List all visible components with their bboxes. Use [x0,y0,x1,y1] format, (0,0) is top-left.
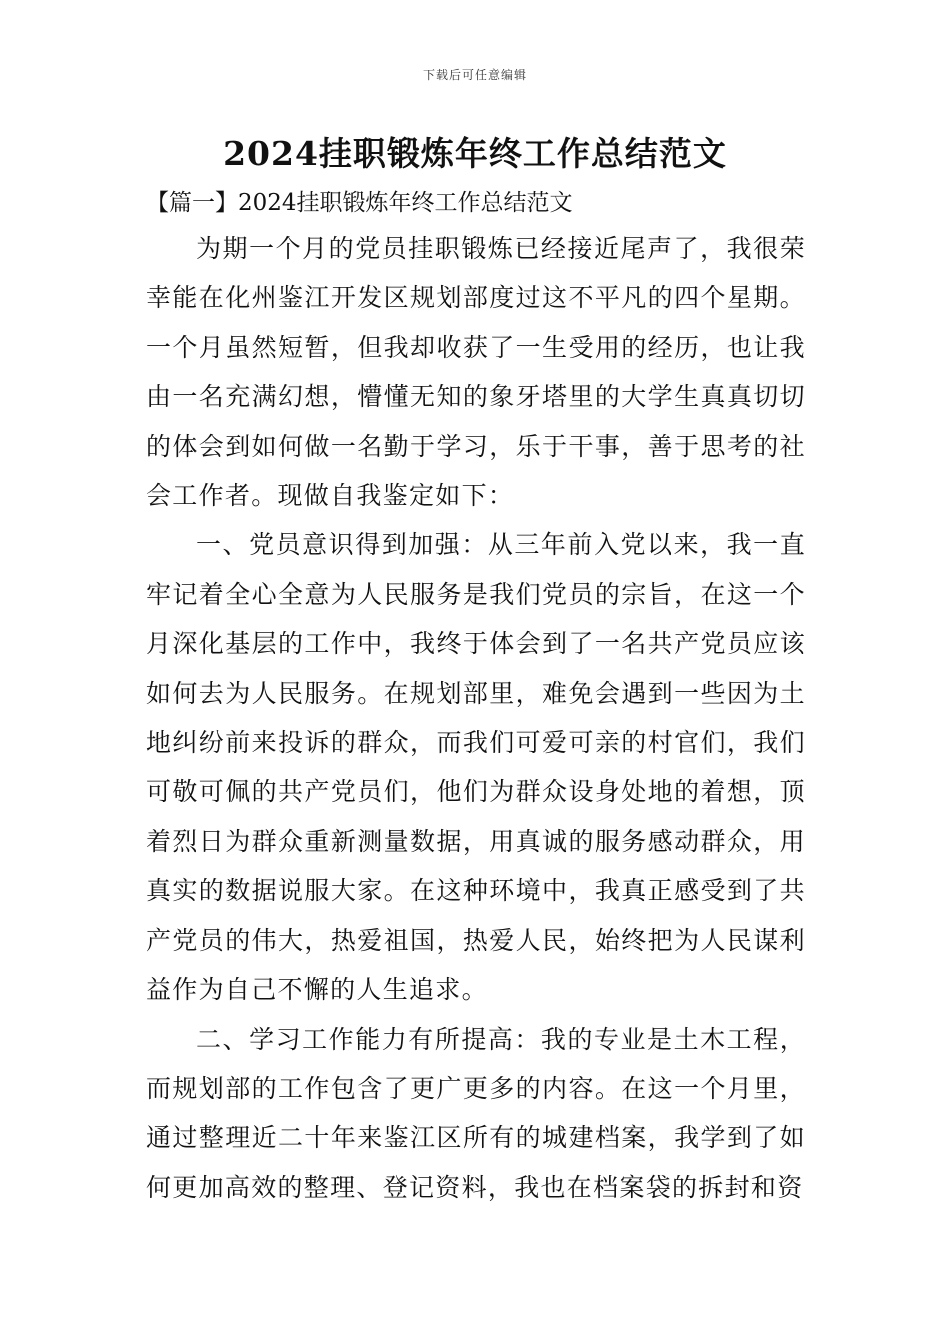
paragraph-intro: 为期一个月的党员挂职锻炼已经接近尾声了，我很荣幸能在化州鉴江开发区规划部度过这不平凡的四个星期。一个月虽然短暂，但我却收获了一生受用的经历，也让我由一名充满幻想，懵懂无知的象牙塔里的大学生真真切切的体会到如何做一名勤于学习，乐于干事，善于思考的社会工作者。现做自我鉴定如下： [146,234,806,511]
header-note: 下载后可任意编辑 [422,68,527,82]
paragraph-party-awareness: 一、党员意识得到加强：从三年前入党以来，我一直牢记着全心全意为人民服务是我们党员的宗旨，在这一个月深化基层的工作中，我终于体会到了一名共产党员应该如何去为人民服务。在规划部里，难免会遇到一些因为土地纠纷前来投诉的群众，而我们可爱可亲的村官们，我们可敬可佩的共产党员们，他们为群众设身处地的着想，顶着烈日为群众重新测量数据，用真诚的服务感动群众，用真实的数据说服大家。在这种环境中，我真正感受到了共产党员的伟大，热爱祖国，热爱人民，始终把为人民谋利益作为自己不懈的人生追求。 [146,530,806,1005]
section-title: 【篇一】2024挂职锻炼年终工作总结范文 [146,190,573,216]
document-title: 2024挂职锻炼年终工作总结范文 [223,134,727,173]
document-body [146,224,806,1212]
paragraph-work-ability: 二、学习工作能力有所提高：我的专业是土木工程，而规划部的工作包含了更广更多的内容。在这一个月里，通过整理近二十年来鉴江区所有的城建档案，我学到了如何更加高效的整理、登记资料，我也在档案袋的拆封和资 [146,1024,806,1202]
